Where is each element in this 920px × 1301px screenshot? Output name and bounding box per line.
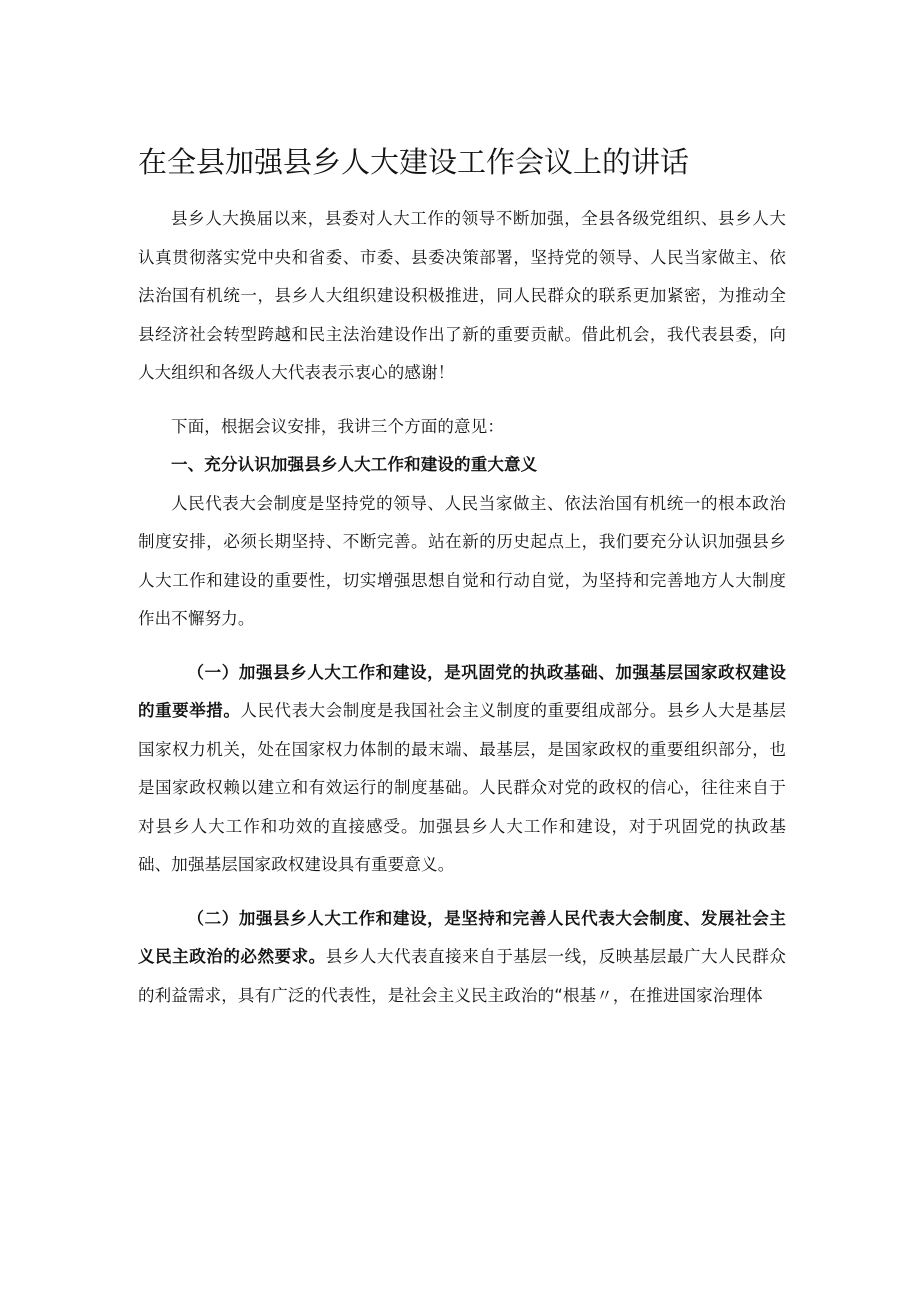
transition-paragraph: 下面，根据会议安排，我讲三个方面的意见：	[171, 416, 504, 436]
point-1-body: 人民代表大会制度是我国社会主义制度的重要组成部分。县乡人大是基层国家权力机关，处在国家权力体制的最末端、最基层，是国家政权的重要组织部分，也是国家政权赖以建立和有效运行的制度基础。人民群众对党的政权的信心，往往来自于对县乡人大工作和功效的直接感受。加强县乡人大工作和建设，对于巩固党的执政基础、加强基层国家政权建设具有重要意义。	[138, 701, 786, 874]
point-1-lead: （一）加强县乡人大工作和建设，是巩固党的执政基础、加强基层国家政权建设的重要举措。	[138, 662, 786, 720]
point-2-paragraph	[138, 900, 786, 1016]
point-2-body: 县乡人大代表直接来自于基层一线，反映基层最广大人民群众的利益需求，具有广泛的代表性，是社会主义民主政治的“根基〃，在推进国家治理体	[138, 947, 786, 1005]
intro-paragraph: 县乡人大换届以来，县委对人大工作的领导不断加强，全县各级党组织、县乡人大认真贯彻落实党中央和省委、市委、县委决策部署，坚持党的领导、人民当家做主、依法治国有机统一，县乡人大组织建设积极推进，同人民群众的联系更加紧密，为推动全县经济社会转型跨越和民主法治建设作出了新的重要贡献。借此机会，我代表县委，向人大组织和各级人大代表表示衷心的感谢！	[138, 209, 786, 382]
section-1-paragraph: 人民代表大会制度是坚持党的领导、人民当家做主、依法治国有机统一的根本政治制度安排，必须长期坚持、不断完善。站在新的历史起点上，我们要充分认识加强县乡人大工作和建设的重要性，切实增强思想自觉和行动自觉，为坚持和完善地方人大制度作出不懈努力。	[138, 493, 786, 628]
document-body	[138, 200, 786, 1015]
section-1-heading: 一、充分认识加强县乡人大工作和建设的重大意义	[171, 455, 538, 474]
point-1-paragraph	[138, 654, 786, 885]
document-title: 在全县加强县乡人大建设工作会议上的讲话	[138, 145, 690, 179]
point-2-lead: （二）加强县乡人大工作和建设，是坚持和完善人民代表大会制度、发展社会主义民主政治的必然要求。	[138, 908, 786, 966]
